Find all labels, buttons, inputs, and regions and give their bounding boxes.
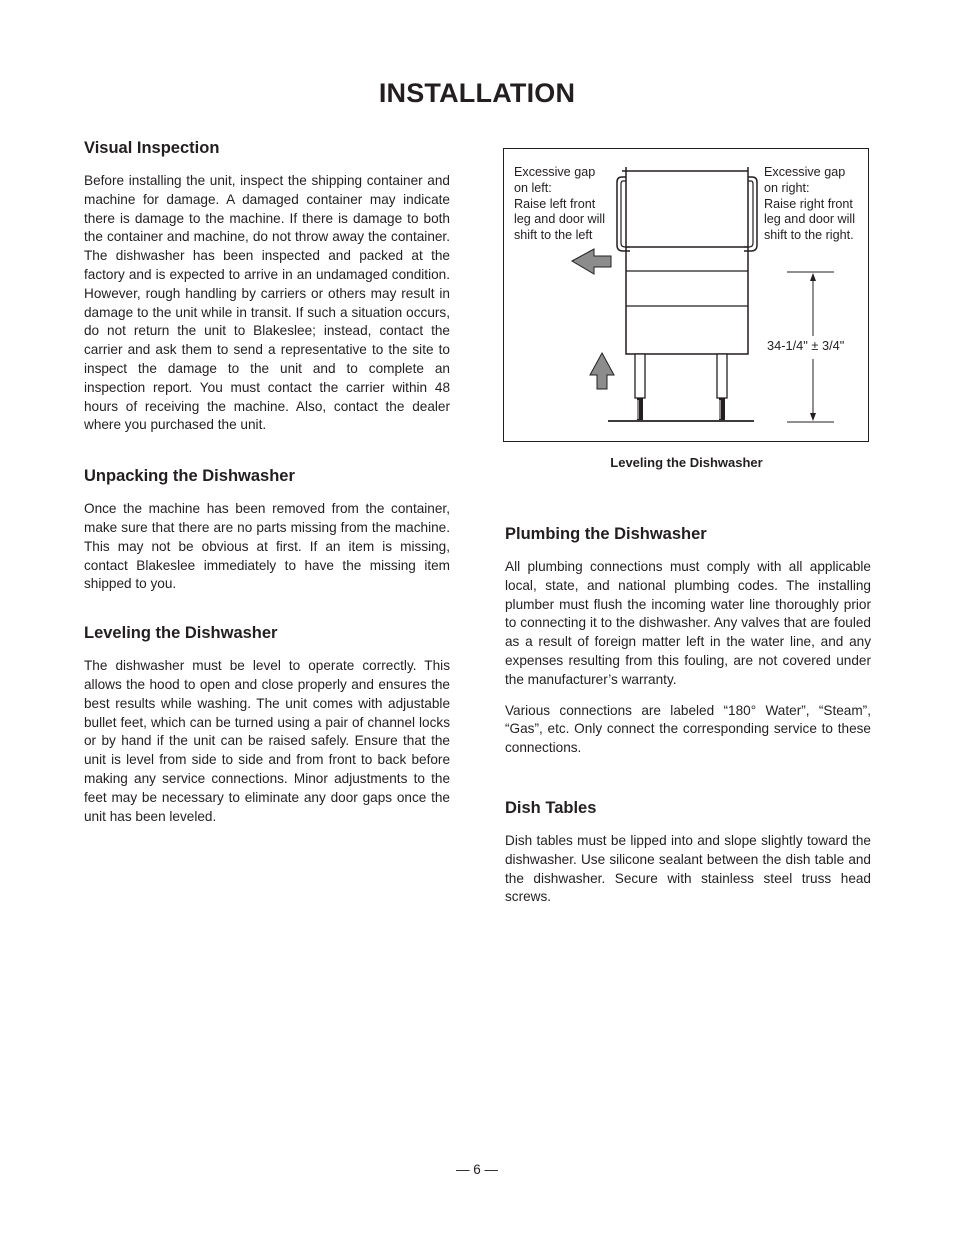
leveling-diagram: [503, 148, 869, 442]
left-note-line: shift to the left: [514, 228, 593, 243]
right-leg: [717, 354, 727, 398]
unpacking-heading: Unpacking the Dishwasher: [84, 467, 295, 486]
leveling-section: [84, 622, 450, 826]
up-arrow-icon: [590, 353, 614, 389]
left-leg: [635, 354, 645, 398]
left-gap-note: [514, 165, 605, 244]
right-note-line: on right:: [764, 180, 810, 195]
leveling-text: The dishwasher must be level to operate correctly. This allows the hood to open and close properly and ensures the best results while washing. The unit comes with adjustable bullet feet, which can be turned using a pair of channel locks or by hand if the unit can be raised safely. Ensure that the unit is level from side to side and from front to back before making any service connections. Minor adjustments to the feet may be necessary to eliminate any door gaps once the unit has been leveled.: [84, 658, 450, 824]
figure-caption: Leveling the Dishwasher: [610, 455, 763, 470]
left-arrow-icon: [572, 249, 611, 274]
lower-body: [626, 247, 748, 354]
visual-inspection-text: Before installing the unit, inspect the shipping container and machine for damage. A damaged container may indicate there is damage to the machine. If there is damage to both the container and machine, do not throw away the container. The dishwasher has been inspected and packed at the factory and is expected to arrive in an undamaged condition. However, rough handling by carriers or others may result in damage to the unit while in transit. If such a situation occurs, do not return the unit to Blakeslee; instead, contact the carrier and ask them to send a representative to the site to inspect the damage to the unit and to complete an inspection report. You must contact the carrier within 48 hours of receiving the machine. Also, contact the dealer where you purchased the unit.: [84, 173, 450, 433]
unpacking-text: Once the machine has been removed from the container, make sure that there are no parts missing from the machine. This may not be obvious at first. If an item is missing, contact Blakeslee immediately to have the missing item shipped to you.: [84, 501, 450, 592]
visual-inspection-heading: Visual Inspection: [84, 139, 220, 157]
right-gap-note: [764, 165, 855, 244]
plumbing-heading: Plumbing the Dishwasher: [505, 525, 707, 543]
plumbing-section: [505, 523, 871, 758]
dish-tables-text: Dish tables must be lipped into and slope slightly toward the dishwasher. Use silicone sealant between the dish table and the dishwasher. Secure with stainless steel truss head screws.: [505, 833, 871, 905]
dish-tables-heading: Dish Tables: [505, 799, 597, 817]
left-note-line: Excessive gap: [514, 165, 596, 179]
right-note-line: shift to the right.: [764, 228, 854, 243]
dimension-arrow-up-icon: [810, 273, 816, 281]
left-note-line: Raise left front: [514, 196, 596, 211]
unpacking-section: [84, 465, 450, 594]
dish-tables-section: [505, 797, 871, 907]
plumbing-text: All plumbing connections must comply with all applicable local, state, and national plumbing codes. The installing plumber must flush the incoming water line thoroughly prior to connecting it to the dishwasher. Any valves that are fouled as a result of foreign matter left in the water line, and any expenses resulting from this fouling, are not covered under the manufacturer’s warranty.: [505, 559, 871, 687]
page-title: INSTALLATION: [378, 78, 576, 108]
right-note-line: leg and door will: [764, 212, 856, 227]
visual-inspection-section: [84, 137, 450, 435]
right-handle: [744, 177, 757, 251]
right-note-line: Excessive gap: [764, 165, 846, 179]
dimension-arrow-down-icon: [810, 413, 816, 421]
plumbing-connections-text: Various connections are labeled “180° Water”, “Steam”, “Gas”, etc. Only connect the corresponding service to these connections.: [505, 702, 871, 756]
height-dimension-label: 34-1/4" ± 3/4": [767, 338, 845, 353]
hood-body: [626, 167, 748, 247]
left-handle: [617, 177, 630, 251]
leveling-heading: Leveling the Dishwasher: [84, 624, 278, 643]
page-number: — 6 —: [455, 1162, 498, 1177]
right-note-line: Raise right front: [764, 196, 853, 211]
left-column: [84, 137, 450, 826]
left-note-line: leg and door will: [514, 212, 606, 227]
left-note-line: on left:: [514, 180, 552, 195]
